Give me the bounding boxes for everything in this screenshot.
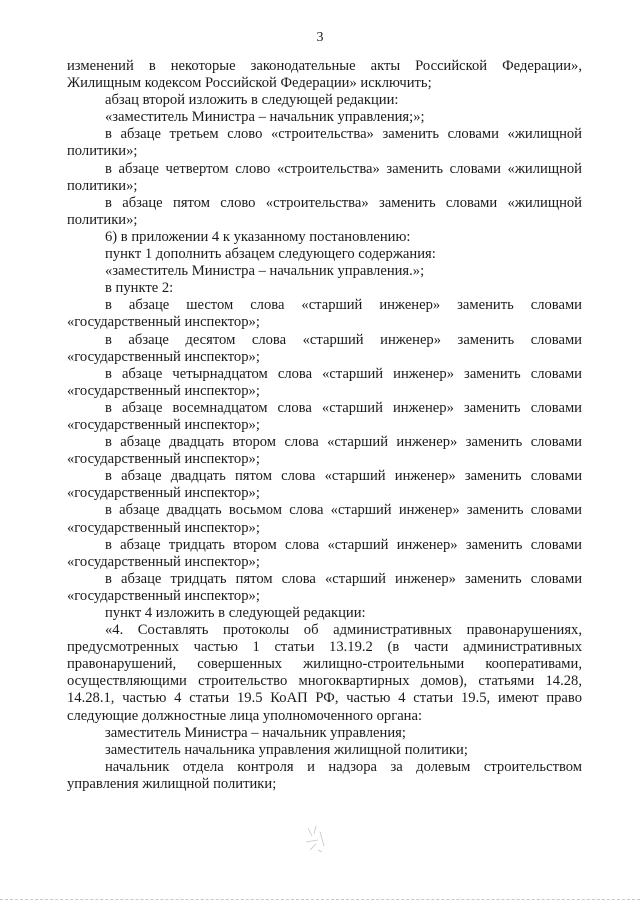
scan-edge-line <box>0 899 640 901</box>
paragraph: в абзаце двадцать втором слова «старший инженер» заменить словами «государственный инспектор»; <box>67 434 582 468</box>
paragraph: в абзаце десятом слова «старший инженер» заменить словами «государственный инспектор»; <box>67 331 582 365</box>
faint-stamp-mark <box>298 822 332 856</box>
paragraph: в абзаце четвертом слово «строительства» заменить словами «жилищной политики»; <box>67 160 582 194</box>
paragraph: в пункте 2: <box>105 280 174 297</box>
paragraph: абзац второй изложить в следующей редакции: <box>105 92 399 109</box>
paragraph: в абзаце пятом слово «строительства» заменить словами «жилищной политики»; <box>67 194 582 228</box>
paragraph: в абзаце четырнадцатом слова «старший инженер» заменить словами «государственный инспектор»; <box>67 365 582 399</box>
paragraph: пункт 4 изложить в следующей редакции: <box>105 605 366 621</box>
paragraph: пункт 1 дополнить абзацем следующего содержания: <box>105 246 436 263</box>
paragraph: в абзаце шестом слова «старший инженер» заменить словами «государственный инспектор»; <box>67 297 582 331</box>
paragraph: в абзаце третьем слово «строительства» заменить словами «жилищной политики»; <box>67 126 582 160</box>
paragraph: заместитель Министра – начальник управления; <box>105 724 406 741</box>
paragraph: в абзаце двадцать пятом слова «старший инженер» заменить словами «государственный инспектор»; <box>67 468 582 502</box>
paragraph: в абзаце тридцать пятом слова «старший инженер» заменить словами «государственный инспектор»; <box>67 570 582 604</box>
page-number: 3 <box>316 30 324 45</box>
paragraph: «4. Составлять протоколы об административных правонарушениях, предусмотренных частью 1 статьи 13.19.2 (в части административных правонарушений, совершенных жилищно-строительными кооперативами, осуществляющими строительство многоквартирных домов), статьями 14.28, 14.28.1, частью 4 статьи 19.5 КоАП РФ, частью 4 статьи 19.5, имеют право следующие должностные лица уполномоченного органа: <box>67 622 582 724</box>
paragraph: заместитель начальника управления жилищной политики; <box>105 741 468 758</box>
paragraph: «заместитель Министра – начальник управления.»; <box>105 263 425 280</box>
paragraph: в абзаце двадцать восьмом слова «старший инженер» заменить словами «государственный инспектор»; <box>67 502 582 536</box>
paragraph: 6) в приложении 4 к указанному постановлению: <box>105 228 411 245</box>
paragraph: «заместитель Министра – начальник управления;»; <box>105 109 425 126</box>
paragraph: изменений в некоторые законодательные акты Российской Федерации», Жилищным кодексом Российской Федерации» исключить; <box>67 58 582 92</box>
document-body <box>67 58 582 793</box>
paragraph: в абзаце тридцать втором слова «старший инженер» заменить словами «государственный инспектор»; <box>67 536 582 570</box>
paragraph: начальник отдела контроля и надзора за долевым строительством управления жилищной политики; <box>67 758 582 792</box>
paragraph: в абзаце восемнадцатом слова «старший инженер» заменить словами «государственный инспектор»; <box>67 399 582 433</box>
